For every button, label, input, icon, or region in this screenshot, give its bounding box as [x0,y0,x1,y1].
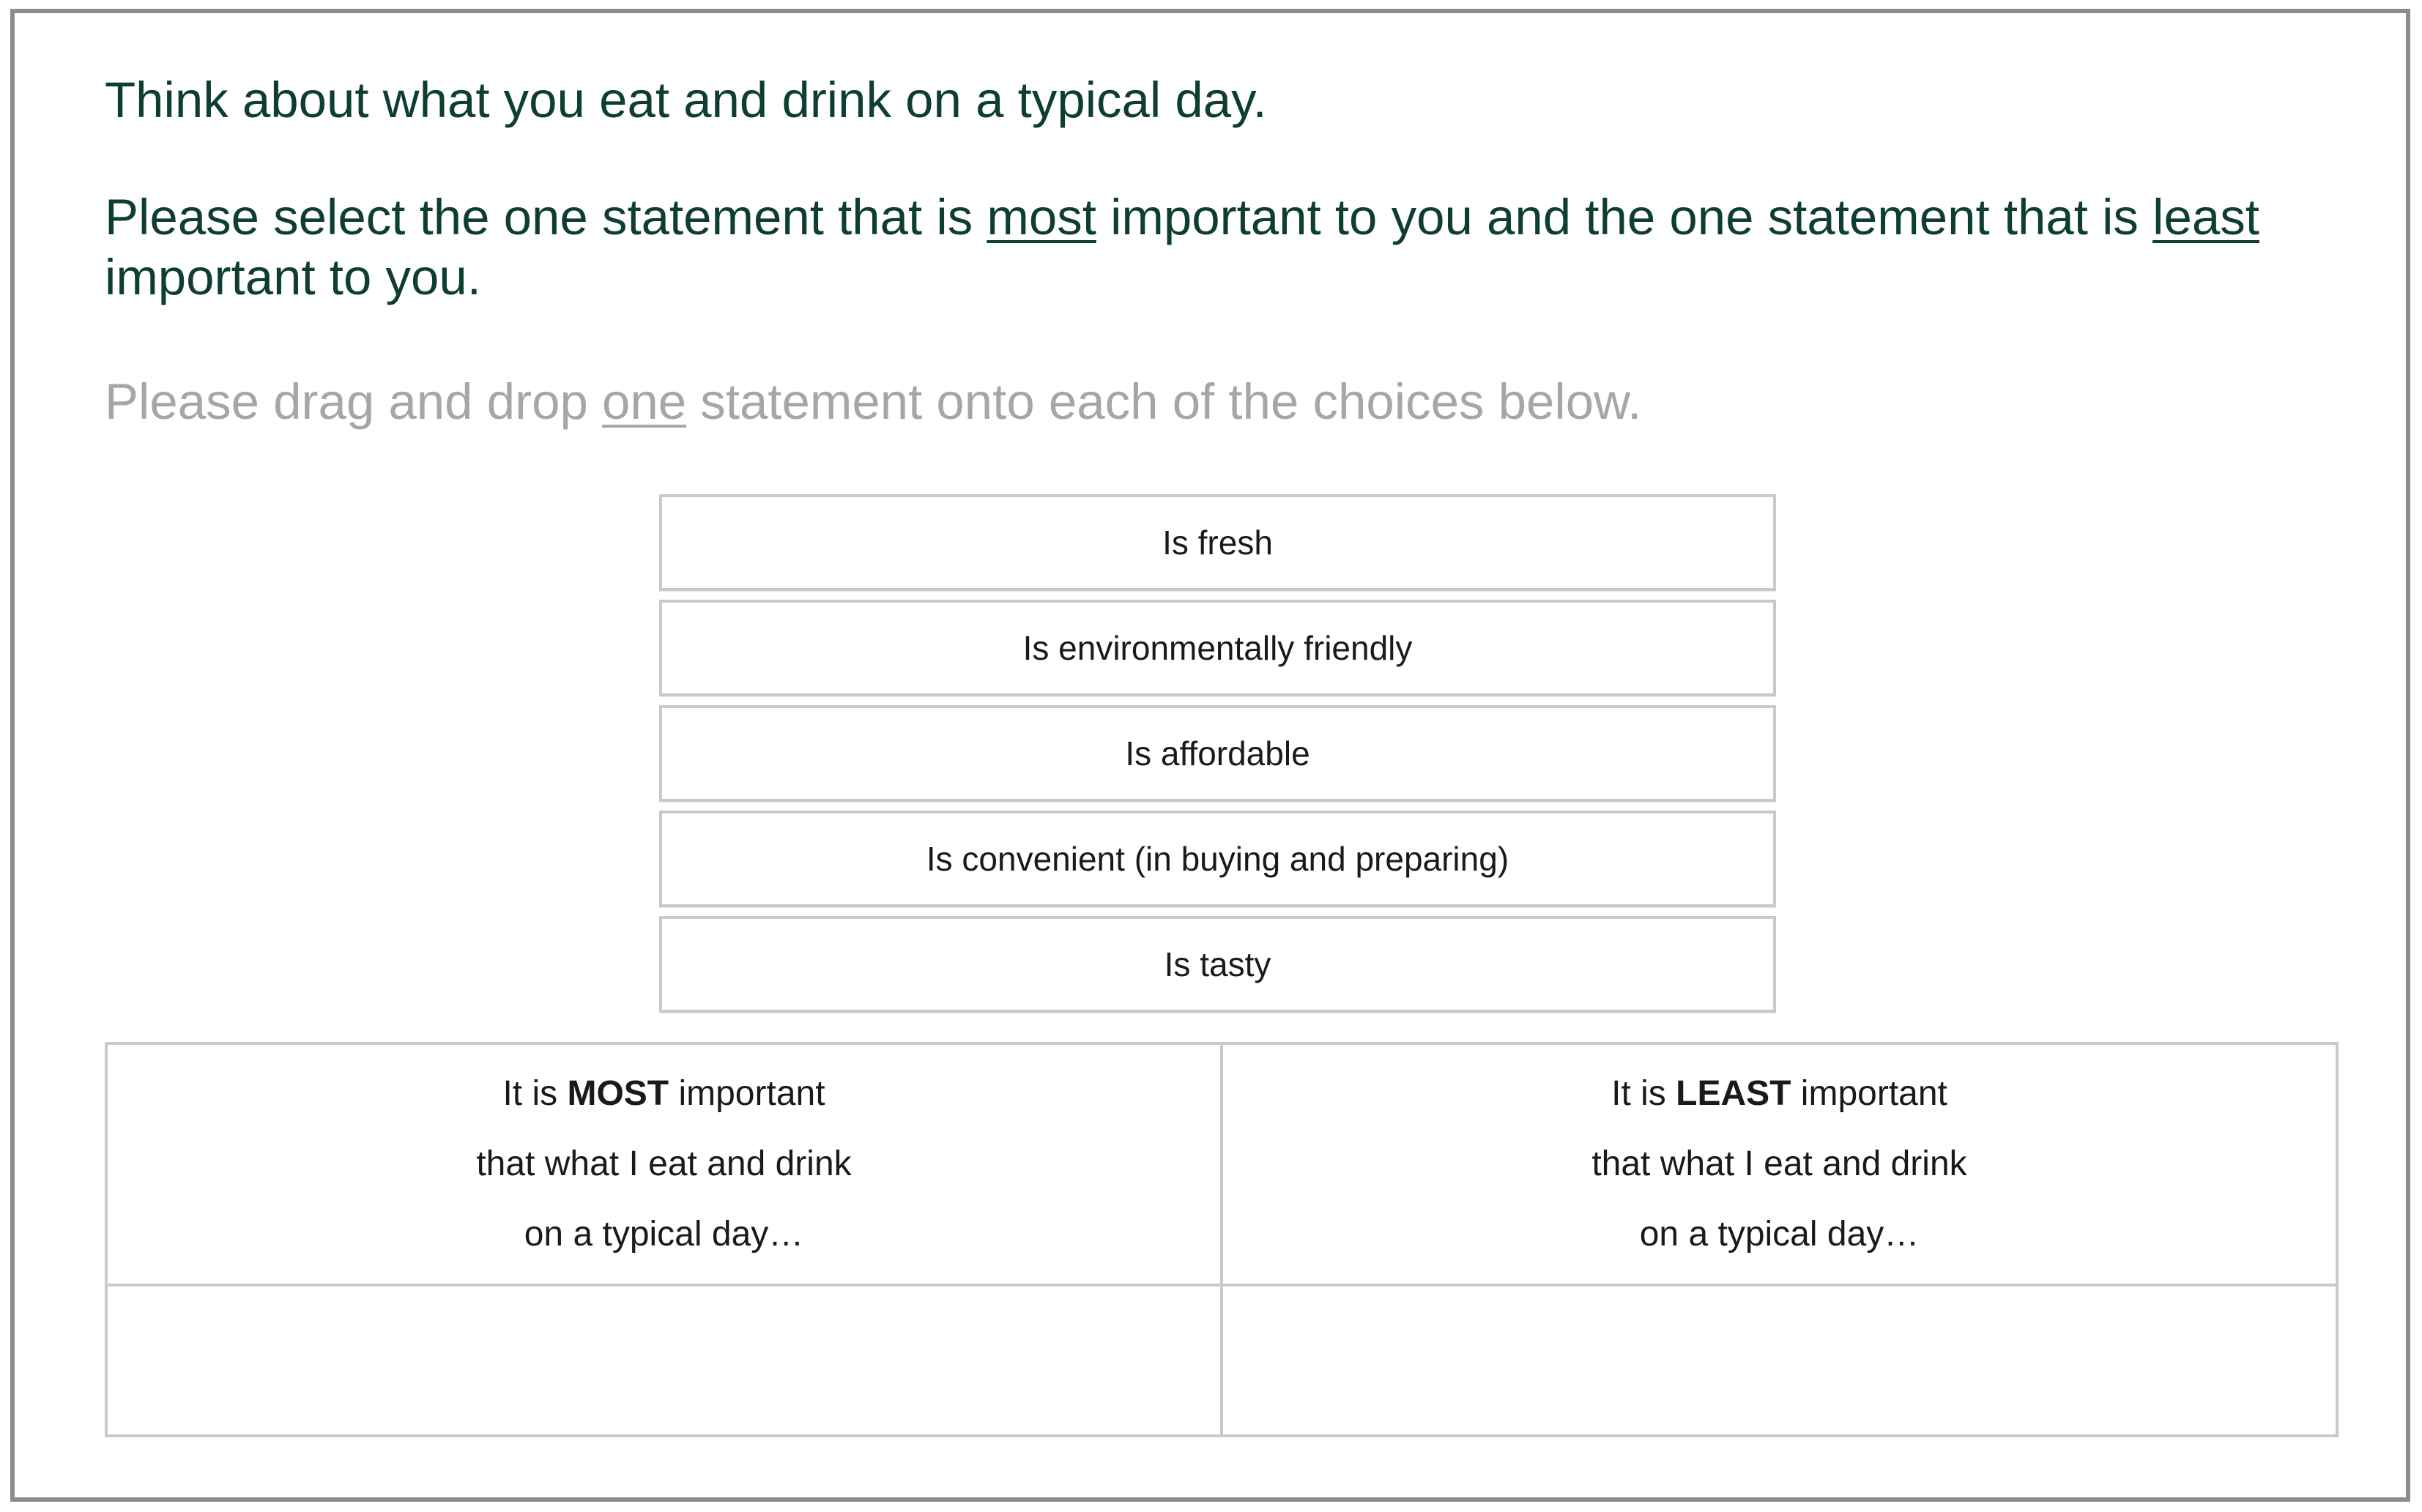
most-important-header [108,1045,1220,1286]
instruction-text-2: important to you and the one statement that is [1096,189,2153,245]
most-header-line1 [502,1059,825,1129]
least-header-prefix: It is [1611,1074,1676,1113]
most-important-column [108,1045,1220,1434]
drag-hint-one-emphasis: one [601,373,687,430]
least-header-line2: that what I eat and drink [1591,1144,1967,1183]
statement-item-affordable[interactable]: Is affordable [659,705,1776,802]
most-header-line2: that what I eat and drink [476,1144,852,1183]
question-instruction [105,187,2309,308]
least-header-bold: LEAST [1676,1074,1791,1113]
instruction-most-emphasis: most [987,189,1096,245]
least-header-line1 [1611,1059,1947,1129]
most-important-drop-zone[interactable] [108,1286,1220,1434]
most-header-bold: MOST [567,1074,669,1113]
drag-drop-hint [105,372,1641,432]
instruction-least-emphasis: least [2152,189,2259,245]
survey-frame [10,9,2410,1502]
instruction-text-3: important to you. [105,249,481,305]
least-header-line3: on a typical day… [1639,1215,1920,1254]
statement-item-environmentally-friendly[interactable]: Is environmentally friendly [659,600,1776,696]
least-important-header [1223,1045,2336,1286]
most-header-suffix: important [669,1074,825,1113]
question-intro: Think about what you eat and drink on a typical day. [105,72,1267,128]
least-important-column [1220,1045,2336,1434]
most-header-prefix: It is [502,1074,568,1113]
drag-hint-text-2: statement onto each of the choices below. [686,373,1642,430]
least-important-drop-zone[interactable] [1223,1286,2336,1434]
statement-item-tasty[interactable]: Is tasty [659,916,1776,1013]
statement-list [659,494,1776,1021]
least-header-suffix: important [1791,1074,1947,1113]
statement-item-fresh[interactable]: Is fresh [659,494,1776,591]
most-header-line3: on a typical day… [524,1215,804,1254]
drag-hint-text-1: Please drag and drop [105,373,602,430]
instruction-text-1: Please select the one statement that is [105,189,987,245]
drop-target-table [105,1042,2339,1437]
statement-item-convenient[interactable]: Is convenient (in buying and preparing) [659,811,1776,907]
